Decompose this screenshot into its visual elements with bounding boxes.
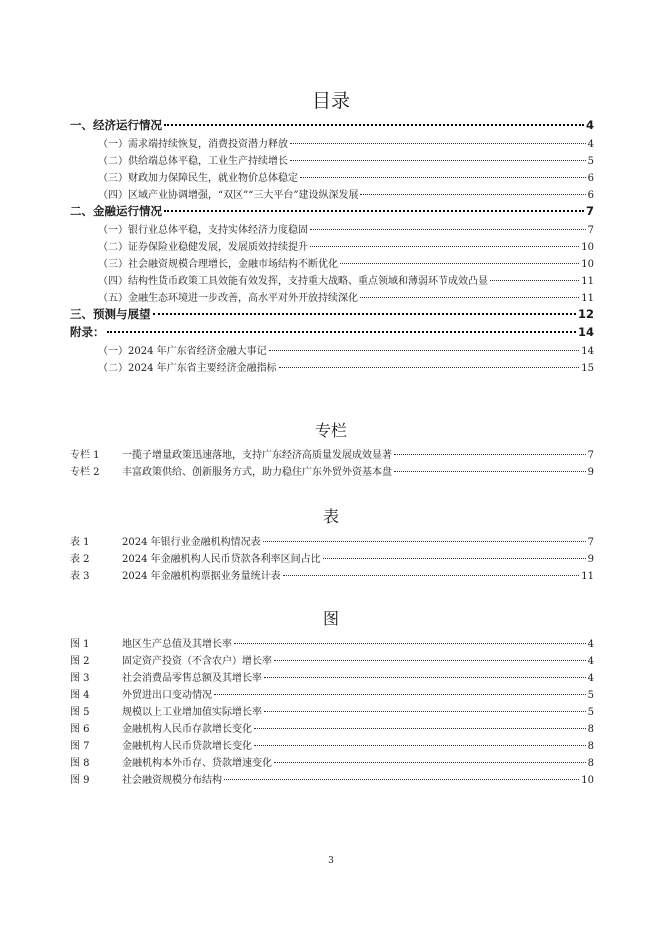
- dot-leader: [490, 280, 579, 281]
- figure-number: 图 6: [70, 724, 90, 735]
- toc-entry[interactable]: [70, 203, 594, 220]
- toc-entry[interactable]: [98, 289, 594, 306]
- toc-entry[interactable]: [98, 342, 594, 359]
- toc-entry-label: （一）银行业总体平稳，支持实体经济力度稳固: [98, 225, 308, 236]
- figure-entry[interactable]: [70, 635, 594, 651]
- table-title: 2024 年金融机构人民币贷款各利率区间占比: [122, 554, 321, 565]
- table-entry[interactable]: [70, 533, 594, 549]
- toc-entry-page: 7: [585, 204, 594, 218]
- table-entry[interactable]: [70, 550, 594, 566]
- toc-entry-label: （一）需求端持续恢复，消费投资潜力释放: [98, 139, 288, 150]
- figure-title: 地区生产总值及其增长率: [122, 639, 232, 650]
- toc-entry-page: 4: [587, 139, 594, 150]
- dot-leader: [269, 350, 580, 351]
- figure-entry[interactable]: [70, 652, 594, 668]
- dot-leader: [153, 313, 576, 315]
- figure-page: 4: [587, 639, 594, 650]
- figure-title: 金融机构人民币贷款增长变化: [122, 741, 252, 752]
- toc-entry[interactable]: [98, 169, 594, 186]
- toc-entry-label: 附录：: [70, 325, 105, 339]
- column-title: 一揽子增量政策迅速落地，支持广东经济高质量发展成效显著: [122, 450, 392, 461]
- figure-page: 5: [587, 690, 594, 701]
- toc-entry-label: 三、预测与展望: [70, 307, 151, 321]
- column-number: 专栏 2: [70, 467, 100, 478]
- figure-title: 社会消费品零售总额及其增长率: [122, 673, 262, 684]
- figure-page: 4: [587, 656, 594, 667]
- column-entry[interactable]: [70, 446, 594, 462]
- toc-entry-label: （五）金融生态环境进一步改善，高水平对外开放持续深化: [98, 293, 358, 304]
- toc-entry-page: 5: [587, 156, 594, 167]
- dot-leader: [283, 575, 580, 576]
- dot-leader: [164, 124, 584, 126]
- toc-entry-label: （三）社会融资规模合理增长，金融市场结构不断优化: [98, 259, 338, 270]
- toc-entry-page: 14: [581, 346, 594, 357]
- dot-leader: [323, 558, 586, 559]
- figure-number: 图 9: [70, 775, 90, 786]
- toc-entry-label: （二）2024 年广东省主要经济金融指标: [98, 363, 277, 374]
- figure-page: 10: [581, 775, 594, 786]
- figure-entry[interactable]: [70, 754, 594, 770]
- column-page: 9: [587, 467, 594, 478]
- dot-leader: [394, 471, 586, 472]
- toc-entry[interactable]: [98, 135, 594, 152]
- toc-entry-label: （一）2024 年广东省经济金融大事记: [98, 346, 267, 357]
- dot-leader: [360, 297, 579, 298]
- dot-leader: [264, 677, 586, 678]
- toc-entry-page: 15: [581, 363, 594, 374]
- toc-entry-label: 一、经济运行情况: [70, 118, 162, 132]
- tables-heading: 表: [322, 507, 339, 526]
- dot-leader: [254, 745, 586, 746]
- columns-heading: 专栏: [314, 421, 347, 440]
- page-number: 3: [328, 856, 334, 866]
- toc-entry-page: 10: [581, 259, 594, 270]
- column-title: 丰富政策供给、创新服务方式，助力稳住广东外贸外资基本盘: [122, 467, 392, 478]
- figure-page: 5: [587, 707, 594, 718]
- toc-entry-label: （三）财政加力保障民生，就业物价总体稳定: [98, 173, 298, 184]
- dot-leader: [274, 762, 586, 763]
- figure-title: 外贸进出口变动情况: [122, 690, 212, 701]
- dot-leader: [290, 160, 586, 161]
- dot-leader: [274, 660, 586, 661]
- dot-leader: [290, 143, 586, 144]
- figure-title: 固定资产投资（不含农户）增长率: [122, 656, 272, 667]
- figure-title: 社会融资规模分布结构: [122, 775, 222, 786]
- toc-entry-label: （二）证券保险业稳健发展，发展质效持续提升: [98, 242, 308, 253]
- figure-number: 图 7: [70, 741, 90, 752]
- figure-page: 4: [587, 673, 594, 684]
- toc-entry-label: （四）结构性货币政策工具效能有效发挥，支持重大战略、重点领域和薄弱环节成效凸显: [98, 276, 488, 287]
- dot-leader: [107, 331, 576, 333]
- figure-number: 图 5: [70, 707, 90, 718]
- table-entry[interactable]: [70, 567, 594, 583]
- figure-entry[interactable]: [70, 703, 594, 719]
- toc-entry-label: （四）区域产业协调增强，“双区”“三大平台”建设纵深发展: [98, 190, 359, 201]
- table-number: 表 1: [70, 537, 90, 548]
- toc-entry-page: 11: [581, 276, 594, 287]
- figure-entry[interactable]: [70, 720, 594, 736]
- dot-leader: [300, 177, 586, 178]
- dot-leader: [310, 246, 579, 247]
- table-title: 2024 年银行业金融机构情况表: [122, 537, 261, 548]
- dot-leader: [164, 210, 584, 212]
- toc-entry[interactable]: [70, 324, 594, 341]
- figure-number: 图 2: [70, 656, 90, 667]
- dot-leader: [360, 194, 585, 195]
- toc-entry-label: 二、金融运行情况: [70, 204, 162, 218]
- toc-entry[interactable]: [98, 221, 594, 238]
- figure-title: 规模以上工业增加值实际增长率: [122, 707, 262, 718]
- table-page: 9: [587, 554, 594, 565]
- toc-entry-page: 6: [587, 173, 594, 184]
- dot-leader: [263, 541, 586, 542]
- figure-entry[interactable]: [70, 771, 594, 787]
- toc-entry[interactable]: [98, 255, 594, 272]
- figure-entry[interactable]: [70, 737, 594, 753]
- toc-entry-page: 14: [577, 325, 594, 339]
- toc-entry[interactable]: [98, 152, 594, 169]
- toc-entry-page: 12: [577, 307, 594, 321]
- table-number: 表 3: [70, 571, 90, 582]
- figure-page: 8: [587, 758, 594, 769]
- dot-leader: [224, 779, 579, 780]
- toc-entry[interactable]: [70, 306, 594, 323]
- toc-title: 目录: [311, 90, 350, 112]
- toc-entry[interactable]: [98, 359, 594, 376]
- figure-title: 金融机构人民币存款增长变化: [122, 724, 252, 735]
- dot-leader: [310, 229, 586, 230]
- figure-number: 图 1: [70, 639, 90, 650]
- table-page: 11: [581, 571, 594, 582]
- toc-entry[interactable]: [98, 238, 594, 255]
- toc-entry-page: 11: [581, 293, 594, 304]
- toc-entry-page: 6: [587, 190, 594, 201]
- figures-heading: 图: [322, 609, 339, 628]
- toc-entry-label: （二）供给端总体平稳，工业生产持续增长: [98, 156, 288, 167]
- dot-leader: [214, 694, 586, 695]
- toc-entry-page: 4: [585, 118, 594, 132]
- table-number: 表 2: [70, 554, 90, 565]
- dot-leader: [279, 367, 580, 368]
- figure-page: 8: [587, 724, 594, 735]
- dot-leader: [254, 728, 586, 729]
- figure-entry[interactable]: [70, 669, 594, 685]
- table-title: 2024 年金融机构票据业务量统计表: [122, 571, 281, 582]
- toc-entry[interactable]: [70, 117, 594, 134]
- dot-leader: [234, 643, 586, 644]
- column-page: 7: [587, 450, 594, 461]
- dot-leader: [340, 263, 579, 264]
- toc-entry-page: 7: [587, 225, 594, 236]
- table-page: 7: [587, 537, 594, 548]
- toc-entry[interactable]: [98, 272, 594, 289]
- figure-number: 图 4: [70, 690, 90, 701]
- figure-page: 8: [587, 741, 594, 752]
- column-number: 专栏 1: [70, 450, 100, 461]
- figure-number: 图 8: [70, 758, 90, 769]
- figure-title: 金融机构本外币存、贷款增速变化: [122, 758, 272, 769]
- column-entry[interactable]: [70, 463, 594, 479]
- dot-leader: [264, 711, 586, 712]
- toc-entry-page: 10: [581, 242, 594, 253]
- toc-entry[interactable]: [98, 186, 594, 203]
- dot-leader: [394, 454, 586, 455]
- figure-entry[interactable]: [70, 686, 594, 702]
- figure-number: 图 3: [70, 673, 90, 684]
